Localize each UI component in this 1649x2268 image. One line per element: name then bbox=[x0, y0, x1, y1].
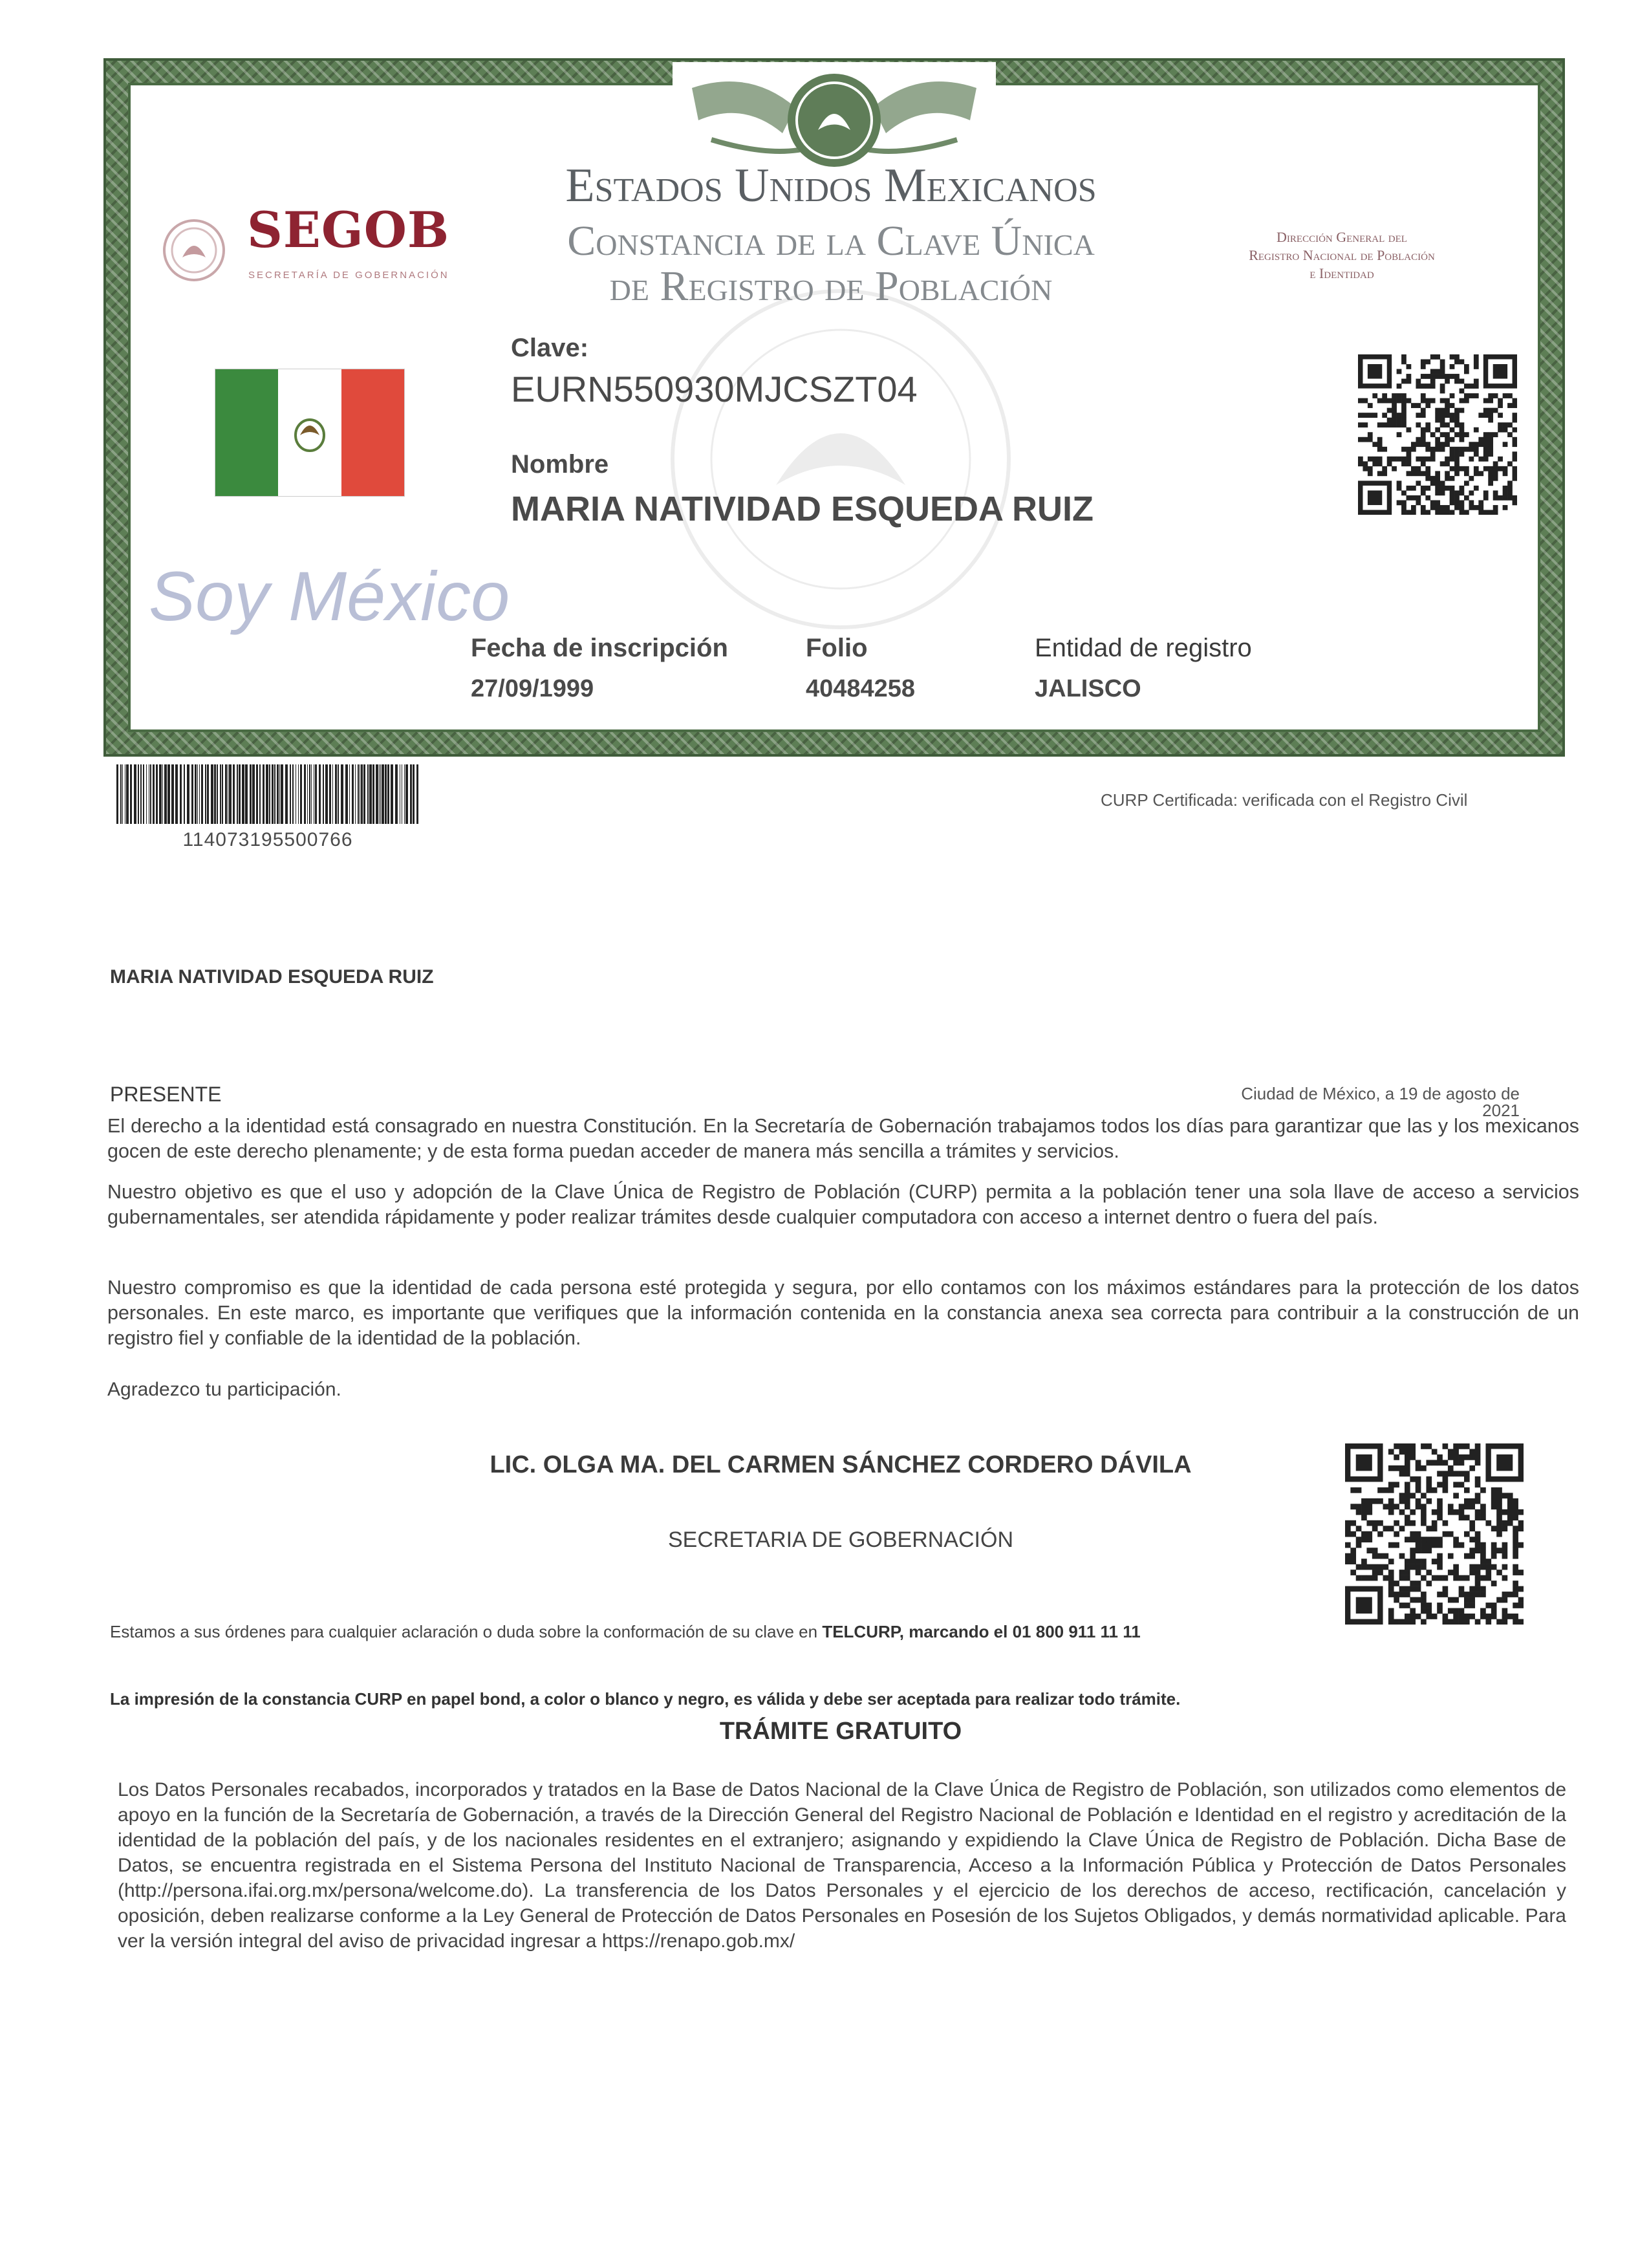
letter-paragraph-2: Nuestro objetivo es que el uso y adopción de la Clave Única de Registro de Población (CURP) permita a la población tener una sola llave de acceso a servicios gubernamentales, ser atendida rápidamente y poder realizar trámites desde cualquier computadora con acceso a internet dentro o fuera del país. bbox=[107, 1181, 1579, 1228]
fecha-inscripcion-value: 27/09/1999 bbox=[471, 675, 594, 702]
segob-logo-subtitle: SECRETARÍA DE GOBERNACIÓN bbox=[248, 270, 449, 281]
folio-value: 40484258 bbox=[806, 675, 916, 702]
coat-of-arms-icon bbox=[162, 215, 226, 286]
letter-presente: PRESENTE bbox=[110, 1083, 222, 1106]
curp-certificada-note: CURP Certificada: verificada con el Registro Civil bbox=[1101, 790, 1468, 810]
qr-code-icon bbox=[1345, 1443, 1524, 1625]
entidad-registro-label: Entidad de registro bbox=[1035, 634, 1252, 662]
impresion-validity-note: La impresión de la constancia CURP en papel bond, a color o blanco y negro, es válida y debe ser aceptada para realizar todo trámite. bbox=[110, 1689, 1181, 1709]
signer-title: SECRETARIA DE GOBERNACIÓN bbox=[667, 1528, 1014, 1552]
letter-paragraph-3: Nuestro compromiso es que la identidad de cada persona esté protegida y segura, por ello contamos con los máximos estándares para la protección de los datos personales. En este marco, es importante que verifiques que la información contenida en la constancia anexa sea correcta para contribuir a la construcción de un registro fiel y confiable de la identidad de la población. bbox=[107, 1277, 1579, 1349]
agency-name-line1: Dirección General del bbox=[1277, 229, 1407, 245]
agency-name-line3: e Identidad bbox=[1310, 265, 1374, 281]
document-subtitle-line2: de Registro de Población bbox=[609, 263, 1053, 310]
fecha-inscripcion-label: Fecha de inscripción bbox=[471, 634, 728, 662]
document-title: Estados Unidos Mexicanos bbox=[565, 159, 1097, 212]
barcode-number: 114073195500766 bbox=[182, 829, 353, 850]
telcurp-phone: TELCURP, marcando el 01 800 911 11 11 bbox=[822, 1622, 1141, 1641]
slogan: Soy México bbox=[149, 557, 510, 635]
document-subtitle-line1: Constancia de la Clave Única bbox=[567, 217, 1095, 265]
mexico-flag-icon bbox=[215, 369, 405, 497]
flag-emblem-icon bbox=[292, 409, 327, 455]
telcurp-text: Estamos a sus órdenes para cualquier aclaración o duda sobre la conformación de su clave en bbox=[110, 1622, 818, 1641]
privacy-notice: Los Datos Personales recabados, incorporados y tratados en la Base de Datos Nacional de la Clave Única de Registro de Población, son utilizados como elementos de apoyo en la función de la Secretaría de Gobernación, a través de la Dirección General del Registro Nacional de Población e Identidad en el registro y acreditación de la identidad de la población del país, y de los nacionales residentes en el extranjero; asignando y expidiendo la Clave Única de Registro de Población. Dicha Base de Datos, se encuentra registrada en el Sistema Persona del Instituto Nacional de Transparencia, Acceso a la Información Pública y Protección de Datos Personales (http://persona.ifai.org.mx/persona/welcome.do). La transferencia de los Datos Personales y el ejercicio de los derechos de acceso, rectificación, cancelación y oposición, deben realizarse conforme a la Ley General de Protección de Datos Personales en Posesión de los Sujetos Obligados, y demás normatividad aplicable. Para ver la versión integral del aviso de privacidad ingresar a https://renapo.gob.mx/ bbox=[118, 1779, 1566, 1952]
letter-closing: Agradezco tu participación. bbox=[107, 1379, 341, 1400]
telcurp-note bbox=[110, 1623, 1141, 1640]
clave-label: Clave: bbox=[511, 334, 589, 362]
folio-label: Folio bbox=[806, 634, 868, 662]
nombre-value: MARIA NATIVIDAD ESQUEDA RUIZ bbox=[511, 490, 1094, 528]
letter-paragraph-1: El derecho a la identidad está consagrado en nuestra Constitución. En la Secretaría de Gobernación trabajamos todos los días para garantizar que las y los mexicanos gocen de este derecho plenamente; y de esta forma puedan acceder de manera más sencilla a trámites y servicios. bbox=[107, 1115, 1579, 1162]
entidad-registro-value: JALISCO bbox=[1035, 675, 1141, 702]
barcode-icon bbox=[115, 764, 420, 824]
signer-name: LIC. OLGA MA. DEL CARMEN SÁNCHEZ CORDERO DÁVILA bbox=[490, 1451, 1192, 1478]
tramite-gratuito-heading: TRÁMITE GRATUITO bbox=[719, 1718, 962, 1745]
clave-value: EURN550930MJCSZT04 bbox=[511, 369, 918, 409]
agency-name-line2: Registro Nacional de Población bbox=[1249, 247, 1435, 263]
segob-logo-text: SEGOB bbox=[247, 201, 450, 259]
nombre-label: Nombre bbox=[511, 450, 609, 479]
letter-place-date: Ciudad de México, a 19 de agosto de 2021 bbox=[1241, 1084, 1520, 1120]
letter-recipient: MARIA NATIVIDAD ESQUEDA RUIZ bbox=[110, 966, 434, 988]
flag-red-stripe bbox=[341, 369, 404, 496]
flag-green-stripe bbox=[215, 369, 278, 496]
flag-white-stripe bbox=[278, 369, 341, 496]
qr-code-icon bbox=[1358, 354, 1517, 515]
watermark-seal-icon bbox=[608, 278, 1073, 640]
